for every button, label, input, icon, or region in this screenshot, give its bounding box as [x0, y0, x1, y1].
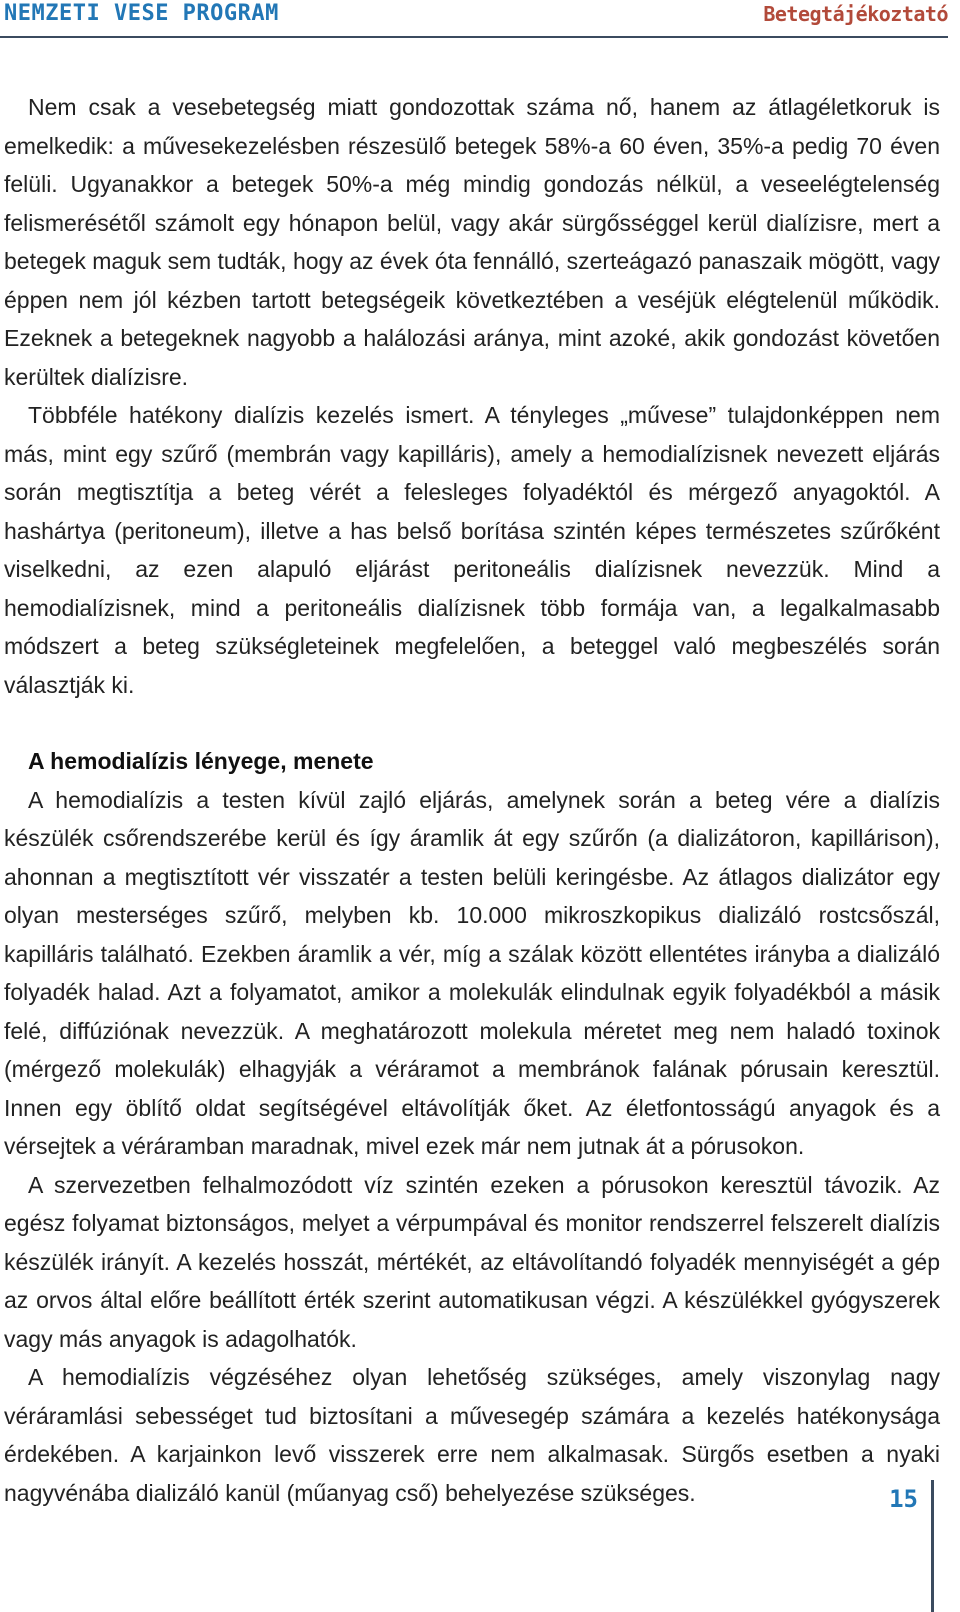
page-edge-rule — [931, 1480, 934, 1612]
page-header — [0, 0, 948, 38]
intro-paragraph: Többféle hatékony dialízis kezelés ismert. A tényleges „művese” tulajdonképpen nem más, mint egy szűrő (membrán vagy kapilláris), amely a hemodialízisnek nevezett eljárás során megtisztítja a beteg vérét a felesleges folyadéktól és mérgező anyagoktól. A hashártya (peritoneum), illetve a has belső borítása szintén képes természetes szűrőként viselkedni, az ezen alapuló eljárást peritoneális dialízisnek nevezzük. Mind a hemodialízisnek, mind a peritoneális dialízisnek több formája van, a legalkalmasabb módszert a beteg szükségleteinek megfelelően, a beteggel való megbeszélés során választják ki. — [4, 402, 940, 698]
section-paragraph: A hemodialízis a testen kívül zajló eljárás, amelynek során a beteg vére a dialízis készülék csőrendszerébe kerül és így áramlik át egy szűrőn (a dializátoron, kapillárison), ahonnan a megtisztított vér visszatér a testen belüli keringésbe. Az átlagos dializátor egy olyan mesterséges szűrő, melyben kb. 10.000 mikroszkopikus dializáló rostcsőszál, kapilláris található. Ezekben áramlik a vér, míg a szálak között ellentétes irányba a dializáló folyadék halad. Azt a folyamatot, amikor a molekulák elindulnak egyik folyadékból a másik felé, diffúziónak nevezzük. A meghatározott molekula méretet meg nem haladó toxinok (mérgező molekulák) elhagyják a véráramot a membránok falának pórusain keresztül. Innen egy öblítő oldat segítségével eltávolítják őket. Az életfontosságú anyagok és a vérsejtek a véráramban maradnak, mivel ezek már nem jutnak át a pórusokon. — [4, 786, 940, 1159]
program-name: NEMZETI VESE PROGRAM — [4, 1, 279, 26]
page-number: 15 — [889, 1485, 918, 1513]
section-paragraph: A hemodialízis végzéséhez olyan lehetőség szükséges, amely viszonylag nagy véráramlási sebességet tud biztosítani a művesegép számára a kezelés hatékonysága érdekében. A karjainkon levő visszerek erre nem alkalmasak. Sürgős esetben a nyaki nagyvénába dializáló kanül (műanyag cső) behelyezése szükséges. — [4, 1364, 940, 1506]
document-type-label: Betegtájékoztató — [763, 2, 948, 26]
intro-paragraph: Nem csak a vesebetegség miatt gondozottak száma nő, hanem az átlagéletkoruk is emelkedik: a művesekezelésben részesülő betegek 58%-a 60 éven, 35%-a pedig 70 éven felüli. Ugyanakkor a betegek 50%-a még mindig gondozás nélkül, a veseelégtelenség felismerésétől számolt egy hónapon belül, vagy akár sürgősséggel kerül dialízisre, mert a betegek maguk sem tudták, hogy az évek óta fennálló, szerteágazó panaszaik mögött, vagy éppen nem jól kézben tartott betegségeik következtében a veséjük elégtelenül működik. Ezeknek a betegeknek nagyobb a halálozási aránya, mint azoké, akik gondozást követően kerültek dialízisre. — [4, 94, 940, 390]
section-paragraph: A szervezetben felhalmozódott víz szintén ezeken a pórusokon keresztül távozik. Az egész folyamat biztonságos, melyet a vérpumpával és monitor rendszerrel felszerelt dialízis készülék irányít. A kezelés hosszát, mértékét, az eltávolítandó folyadék mennyiségét a gép az orvos által előre beállított érték szerint automatikusan végzi. A készülékkel gyógyszerek vagy más anyagok is adagolhatók. — [4, 1171, 940, 1352]
article-body — [4, 88, 940, 1512]
section-heading: A hemodialízis lényege, menete — [28, 748, 374, 774]
